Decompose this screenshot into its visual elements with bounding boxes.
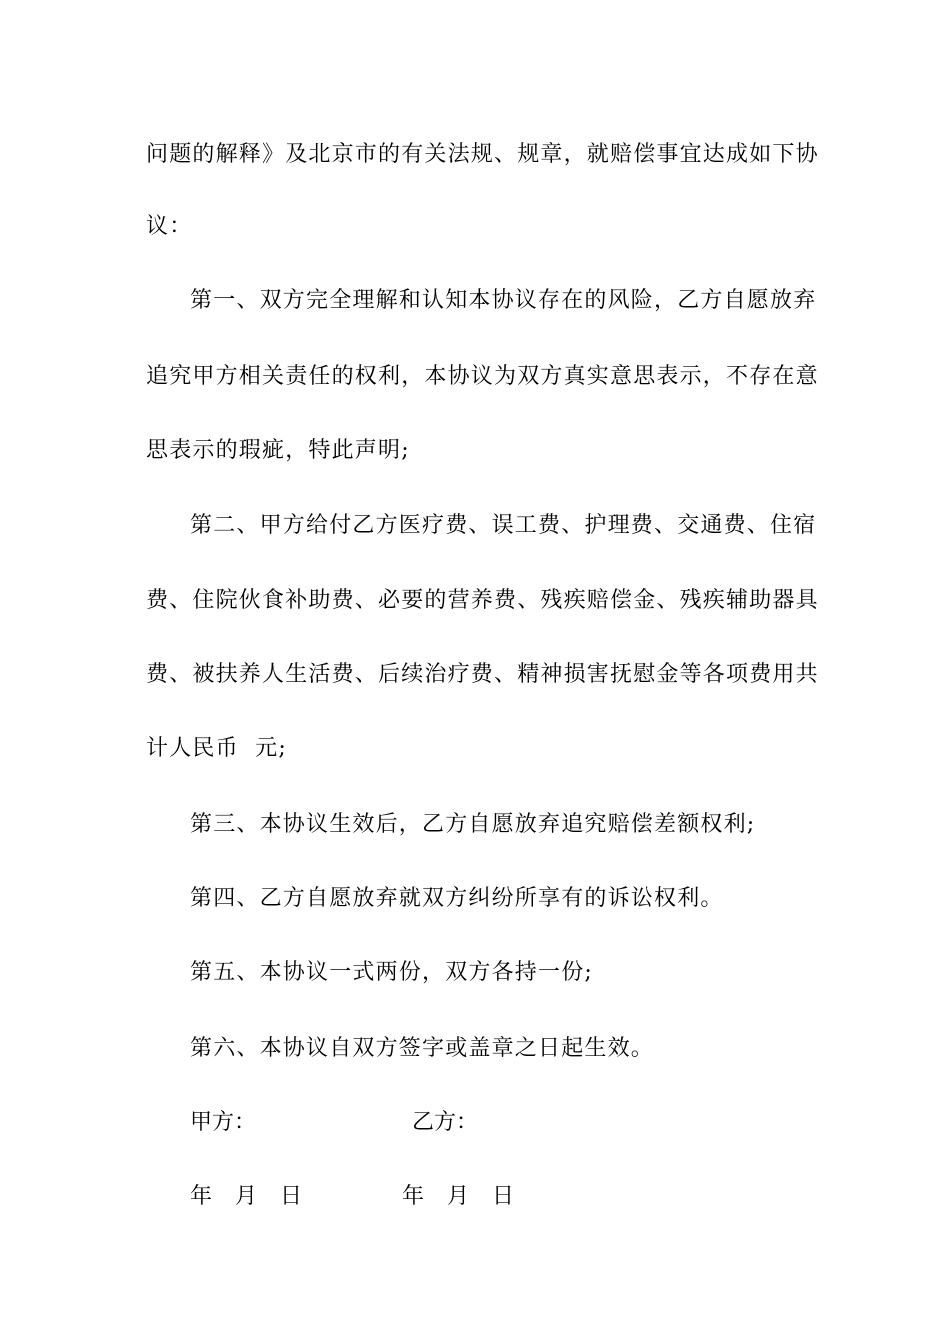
intro-line-2: 议： <box>146 214 193 239</box>
article-5: 第五、本协议一式两份，双方各持一份; <box>190 960 594 985</box>
party-b-date: 年 月 日 <box>402 1184 518 1209</box>
article-2-line-1: 第二、甲方给付乙方医疗费、误工费、护理费、交通费、住宿 <box>190 513 817 538</box>
article-2-line-2: 费、住院伙食补助费、必要的营养费、残疾赔偿金、残疾辅助器具 <box>146 588 819 613</box>
party-a-date: 年 月 日 <box>190 1184 306 1209</box>
article-4: 第四、乙方自愿放弃就双方纠纷所享有的诉讼权利。 <box>190 886 724 911</box>
article-2-line-4: 计人民币 元; <box>146 736 287 761</box>
article-6: 第六、本协议自双方签字或盖章之日起生效。 <box>190 1036 655 1061</box>
article-2-line-3: 费、被扶养人生活费、后续治疗费、精神损害抚慰金等各项费用共 <box>146 662 819 687</box>
article-1-line-2: 追究甲方相关责任的权利，本协议为双方真实意思表示，不存在意 <box>146 364 819 389</box>
intro-line-1: 问题的解释》及北京市的有关法规、规章，就赔偿事宜达成如下协 <box>146 142 819 167</box>
party-b-label: 乙方： <box>412 1110 479 1135</box>
article-1-line-1: 第一、双方完全理解和认知本协议存在的风险，乙方自愿放弃 <box>190 288 817 313</box>
article-3: 第三、本协议生效后，乙方自愿放弃追究赔偿差额权利; <box>190 812 756 837</box>
party-a-label: 甲方： <box>190 1110 257 1135</box>
article-1-line-3: 思表示的瑕疵，特此声明; <box>146 438 410 463</box>
